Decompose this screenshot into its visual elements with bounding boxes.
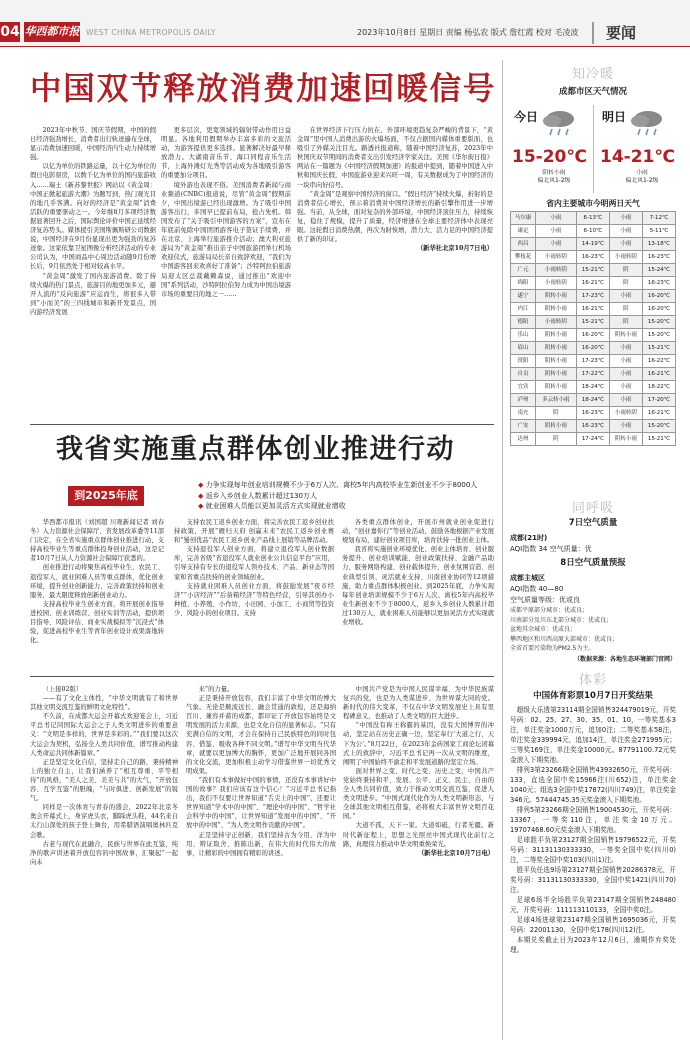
today-temp-range: 16-21℃ <box>576 303 609 316</box>
aq-region-line: 川南部分及川东北部分城市：优或良； <box>510 616 613 624</box>
article3-column-3 <box>343 685 494 858</box>
bullet-icon: ◆ <box>198 502 206 510</box>
today-temp-range: 17-24℃ <box>576 433 609 446</box>
lottery-result: 排列3第23266期全国销售43932650元，开奖号码：133，直选全国中奖15966注(川652)注，单注奖金1040元；组选3全国中奖17872(四川749)注，单注奖金346元。57444745.35元奖金滚入下期奖池。 <box>510 766 676 805</box>
today-weather: 小雨转阴 <box>536 277 577 290</box>
article-paragraph: 2023年中秋节、国庆节假期，中国的假日经济强劲增长，消费者出行轨迹遍布全球，显示消费加速回暖，中国经济内生动力持续增强。 <box>30 127 156 162</box>
tomorrow-weather: 小雨 <box>609 420 642 433</box>
today-temp-range: 17-23℃ <box>576 290 609 303</box>
tomorrow-weather: 小雨 <box>609 225 642 238</box>
deadline-badge: 到2025年底 <box>68 486 144 506</box>
today-weather: 阴转小雨 <box>536 342 577 355</box>
tomorrow-desc-line: 偏北风1-2级 <box>625 178 659 185</box>
highlight-item <box>198 501 488 512</box>
aq-forecast-index: AQI指数 40—80 <box>510 585 564 593</box>
today-weather: 小雨 <box>536 238 577 251</box>
article1-column-3 <box>297 126 493 253</box>
paper-logo: 华西都市报 <box>24 22 80 42</box>
article3-column-1 <box>30 685 178 867</box>
tomorrow-weather: 阴 <box>609 277 642 290</box>
today-label: 今日 <box>514 110 539 125</box>
lottery-result: 超级大乐透第23114期全国销售324479019元，开奖号码：02、25、27、30、35、01、10，一等奖基本3注，单注奖金1000万元，追加0注；二等奖基本58注，单注奖金339994元，追加14注，单注奖金271995元；三等奖169注，单注奖金10000元。87791100.72元奖金滚入下期奖池。 <box>510 706 676 765</box>
lottery-result: 本期兑奖截止日为2023年12月6日，逾期作弃奖处理。 <box>510 936 676 955</box>
today-weather: 阴 <box>536 433 577 446</box>
article-paragraph: 不久前，在成都大运会开幕式欢迎宴会上，习近平总书记同国际大运会之子人类文明进步的重要意义：“文明是多样的，世界是多彩的。”“我们要以这次大运会为契机，弘扬全人类共同价值，谱写推动构建人类命运共同体新篇章。” <box>30 713 178 757</box>
today-temp-range: 17-23℃ <box>576 355 609 368</box>
lottery-result: 足球6场半全场胜平负第23147期全国销售248480元，开奖号码：111113110133，全国中奖0注。 <box>510 896 676 915</box>
lottery-title: 中国体育彩票10月7日开奖结果 <box>533 691 653 701</box>
city-name: 内江 <box>511 303 536 316</box>
article-source: （新华社北京10月7日电） <box>416 245 493 253</box>
city-name: 马尔康 <box>511 212 536 225</box>
bullet-icon: ◆ <box>198 491 206 500</box>
today-temp-range: 15-21℃ <box>576 264 609 277</box>
article-paragraph: 支持农民工返乡创业方面，将完善农民工返乡创业扶持政策，开展“雁归天府 创赢未来”农民工返乡创业赛和“蜀创优品”农民工返乡创业产品线上展销等品牌活动。 <box>174 519 334 545</box>
masthead-rule <box>0 46 690 47</box>
today-weather: 小雨转阴 <box>536 316 577 329</box>
rain-cloud-icon <box>540 107 580 140</box>
lottery-result: 胜平负任选9场第23127期全国销售20286378元，开奖号码：31131130333330，全国中奖1421(四川70)注。 <box>510 866 676 895</box>
today-weather: 小雨 <box>536 212 577 225</box>
aq-source: （数据来源：各地生态环境部门官网） <box>573 655 676 663</box>
air-quality-header: 同呼吸 <box>571 501 614 516</box>
tomorrow-temp-range: 18-22℃ <box>642 381 675 394</box>
tomorrow-weather: 小雨转阴 <box>609 407 642 420</box>
tomorrow-temp-range: 17-20℃ <box>642 394 675 407</box>
tomorrow-temp-range: 16-21℃ <box>642 407 675 420</box>
city-name: 乐山 <box>511 329 536 342</box>
section-label: 要闻 <box>592 22 690 44</box>
today-temp-range: 6-10℃ <box>576 225 609 238</box>
city-name: 广安 <box>511 420 536 433</box>
tomorrow-temp-range: 16-23℃ <box>642 277 675 290</box>
city-name: 资阳 <box>511 355 536 368</box>
article-paragraph: ——有了文化主体性，“中华文明就有了和世界其他文明交流互鉴的鲜明文化特性”。 <box>30 695 178 712</box>
today-temp-range: 18-24℃ <box>576 394 609 407</box>
city-row <box>511 329 676 342</box>
tomorrow-temp-range: 15-20℃ <box>642 329 675 342</box>
tomorrow-temp-range: 13-18℃ <box>642 238 675 251</box>
forecast-divider <box>593 105 594 193</box>
today-weather: 阴转小雨 <box>536 368 577 381</box>
lottery-result: 排列5第23266期全国销售19004530元，开奖号码：13367，一等奖110注，单注奖金10万元。19707468.60元奖金滚入下期奖池。 <box>510 806 676 835</box>
highlight-text: 就业困难人员能以更加灵活方式实现就业增收 <box>205 502 346 510</box>
today-weather: 阴转小雨 <box>536 329 577 342</box>
today-desc <box>524 169 584 185</box>
tomorrow-temp-range: 16-20℃ <box>642 303 675 316</box>
tomorrow-temp-range: 16-22℃ <box>642 355 675 368</box>
city-name: 绵阳 <box>511 277 536 290</box>
tomorrow-weather: 小雨 <box>609 238 642 251</box>
today-weather: 阴 <box>536 407 577 420</box>
aq-regions <box>510 606 676 654</box>
today-weather: 阴转小雨 <box>536 381 577 394</box>
lottery-result: 足球胜平负第23127期全国销售19796522元，开奖号码：31131130333330，一等奖全国中奖(四川0)注，二等奖全国中奖103(四川1)注。 <box>510 836 676 865</box>
city-row <box>511 225 676 238</box>
bullet-icon: ◆ <box>198 481 206 489</box>
city-name: 德阳 <box>511 316 536 329</box>
city-name: 眉山 <box>511 342 536 355</box>
article-paragraph: 以亿为单位的铁路运量，以十亿为单位的假日电影票房，以数千亿为单位的国内旅游收入……瑞士《新苏黎世报》网站以《黄金周：中国正掀起旅游大潮》为题写到，热门观光目的地几乎客满。向好的经济是“黄金周”消费活跃的重要驱动之一。今年继8月多项经济数据显著回升之后，国际舆论评价中国正延续经济复苏势头。媒体援引美国斯佩斯研公司数据说，中国经济在9月份显现出更为强劲的复苏迹象。这家依靠卫星图像分析经济活动的专业公司认为，中国商品中心周边活动随9月份增长后，9月依然处于相对较高水平。 <box>30 163 156 271</box>
today-temp-range: 16-20℃ <box>576 342 609 355</box>
divider-2 <box>30 676 494 677</box>
headline-2: 我省实施重点群体创业推进行动 <box>56 434 455 465</box>
tomorrow-temp-range: 15-24℃ <box>642 264 675 277</box>
today-temp-range: 16-20℃ <box>576 329 609 342</box>
city-name: 南充 <box>511 407 536 420</box>
aq-region-line: 全省首要污染物为PM2.5为主。 <box>510 645 595 652</box>
article1-column-1 <box>30 126 156 317</box>
article2-column-3 <box>342 518 494 627</box>
city-name: 自贡 <box>511 368 536 381</box>
article-source: （新华社北京10月7日电） <box>417 849 494 857</box>
today-weather: 阴转小雨 <box>536 303 577 316</box>
article-paragraph: 大道不孤，天下一家。大道如砥，行者无疆。新时代新征程上，思想之光照亮中国式现代化前行之路，真理伟力推动中华文明重焕荣光。 <box>343 822 494 848</box>
weather-forecast <box>510 101 676 199</box>
city-row <box>511 420 676 433</box>
city-row <box>511 355 676 368</box>
aq-region-line: 攀西地区和川西高原大部城市：优或良； <box>510 635 619 643</box>
article-paragraph: （上接02版） <box>42 686 83 693</box>
masthead-bar <box>0 0 690 46</box>
today-temp-range: 16-23℃ <box>576 407 609 420</box>
article-paragraph: 华西都市报讯（刘国超 川观新闻记者 刘春冬）入力资源社会保障厅、省发展改革委等11部门决定，在全省实施重点群体创业推进行动，支持高校毕业生等重点群体投身创业活动，这是记者10月7日从人力资源社会保障厅获悉的。 <box>30 519 164 563</box>
article-paragraph: 支持高校毕业生创业方面，将开展创业指导进校园、创业训练营、创业实训等活动，提供项目指导、风险评估、商业实战模拟等“沉浸式”体验，促进高校毕业生等青年创业设计成果落地转化。 <box>30 600 164 645</box>
highlight-item <box>198 480 488 491</box>
aq-index: AQI指数 34 空气质量：优 <box>510 545 592 553</box>
tomorrow-temp-range: 16-23℃ <box>642 251 675 264</box>
tomorrow-weather: 小雨 <box>609 368 642 381</box>
tomorrow-desc <box>612 169 672 185</box>
city-name: 遂宁 <box>511 290 536 303</box>
issue-info: 2023年10月8日 星期日 责编 杨弘农 版式 詹红霞 校对 毛凌波 <box>357 28 579 37</box>
city-row <box>511 238 676 251</box>
today-weather: 多云转小雨 <box>536 394 577 407</box>
lottery-result: 足球4场进球第23147期全国销售1695036元，开奖号码：22001130，全国中奖178(四川12)注。 <box>510 916 676 935</box>
highlight-text: 返乡入乡创业人数累计超过130万人 <box>205 491 317 500</box>
paper-subtitle: WEST CHINA METROPOLIS DAILY <box>86 28 216 37</box>
today-desc-line: 阴转小雨 <box>542 170 566 177</box>
tomorrow-weather: 小雨 <box>609 342 642 355</box>
article-paragraph: 中国共产党是为中国人民谋幸福、为中华民族谋复兴的党，也是为人类谋进步、为世界谋大同的党。新时代的伟大变革，不仅在中华文明发展史上具有里程碑意义，也推动了人类文明的巨大进步。 <box>343 686 494 721</box>
article-paragraph: 来”的力量。 <box>198 686 234 693</box>
city-row <box>511 251 676 264</box>
city-row <box>511 368 676 381</box>
highlights-list <box>198 480 488 512</box>
article2-column-1 <box>30 518 164 645</box>
aq-region-line: 成都平原部分城市：优或良； <box>510 607 589 614</box>
article-paragraph: “黄金周”激发了国内旅游消费。除了持续火爆的热门景点，旅游目的地更加多元，避开人流的“反向旅游”应运而生，将很多人带到“小而美”的三四线城市和新开发景点，国内游经济发展 <box>30 272 156 316</box>
article-paragraph: 各类重点群体创业，开展市州就业创业促进行动，“创业嘉你行”等创业活动，鼓励各地根据产业发展规划布局，建好创业项目库，培育扶持一批创业主体。 <box>342 519 494 545</box>
city-row <box>511 316 676 329</box>
tomorrow-temp-range: 5-11℃ <box>642 225 675 238</box>
article-paragraph: 在世界经济下行压力抗在、外部环境更趋复杂严峻的背景下，“黄金周”里中国人消费出游的火爆场面，不仅占据国内媒体重要版面，也吸引了外媒关注目光。路透社报道称，随着中国经济复苏，2023年中秋国庆双节期间的消费者支出引发经济学家关注。美国《华尔街日报》网站在一篇题为《中国经济假期加速》的报道中提到，随着中国进入中秋和国庆长假，中国旅游业迎来兴旺一周，有关数据成为了中国经济的一块串向好信号。 <box>297 127 493 189</box>
city-row <box>511 407 676 420</box>
city-row <box>511 277 676 290</box>
tomorrow-weather: 阴 <box>609 316 642 329</box>
today-temp-range: 14-19℃ <box>576 238 609 251</box>
city-row <box>511 303 676 316</box>
today-weather: 阴转小雨 <box>536 355 577 368</box>
aq-area: 成都主城区 <box>510 574 545 582</box>
article-paragraph: 同样是一次体育与青春的盛会，2022年北京冬奥会开幕式上，身穿虎头衣，脚踩虎头鞋，44名来自太行山深处的孩子登上舞台，用希腊语演唱奥林匹克会歌。 <box>30 804 178 839</box>
today-temp-range: 16-23℃ <box>576 251 609 264</box>
article-paragraph: 支持就业困难人员创业方面，将鼓励发展“夜市经济”“小店经济”“后备箱经济”等特色经营，引导其创办小种植、小养殖、小作坊、小田园、小加工、小商贸等投资少、风险小的创业项目。支持 <box>174 582 334 617</box>
tomorrow-desc-line: 小雨 <box>636 170 648 177</box>
article-paragraph: 正是坚持守正创新，我们坚持古为今用、洋为中用、辩证取舍、推陈出新，在伟大的时代伟大的故事，让精彩的中国拥有精彩的讲述。 <box>186 831 336 857</box>
highlight-item <box>198 491 488 502</box>
tomorrow-temp-range: 15-21℃ <box>642 433 675 446</box>
article-paragraph: “中国没有称王称霸的基因，没有大国博弈的冲动，坚定站在历史正确一边，坚定奉行‘大道之行，天下为公’。”8月22日，在2023年金砖国家工商论坛闭幕式上的致辞中，习近平总书记再一次从文明的维度，阐明了中国始终不渝走和平发展道路的坚定立场。 <box>343 722 494 766</box>
aq-city: 成都(21时) <box>510 534 548 542</box>
today-temp-range: 17-22℃ <box>576 368 609 381</box>
tomorrow-weather: 小雨 <box>609 381 642 394</box>
city-row <box>511 212 676 225</box>
city-weather-table <box>510 211 676 446</box>
lottery-box <box>510 672 676 955</box>
article1-column-2 <box>161 126 291 299</box>
today-weather: 阴转小雨 <box>536 420 577 433</box>
city-name: 广元 <box>511 264 536 277</box>
today-temp-range: 16-21℃ <box>576 277 609 290</box>
article-paragraph: 境外游也表现不俗。美国消费者新闻与商业频道(CNBC)报道说，尽管“黄金周”假期前夕，中国出境游已经出现激增。为了吸引中国游客出行，多国早已提前布局，抢占先机。韩国发布了“关于吸引中国游客的方案”，宣布在年底前免除中国团团游客电子签证手续费，并在北京、上海举行旅游推介活动；澳大利亚旅游局为“黄金周”推出亲子中国旅游团举行机场欢迎仪式，旅游局局长亲自致辞欢迎，“我们为中国游客回来欢喜好了准备”；沙特阿拉伯旅游局迎太区总裁戴赖森说，通过推出“欢迎中国”系列活动，沙特阿拉伯努力成为中国出境游市场的重要目的地之一…… <box>161 181 291 298</box>
today-weather: 小雨 <box>536 225 577 238</box>
today-weather: 小雨转阴 <box>536 251 577 264</box>
divider-1 <box>30 424 494 425</box>
aq-level: 空气质量等级：优或良 <box>510 596 580 604</box>
today-temp-range: 18-24℃ <box>576 381 609 394</box>
article-paragraph: 支持退役军人创业方面，将建立退役军人创业数据库，完善省级“省退役军人就业创业公共信息平台”应用，引导支持有专长的退役军人领办技术、产品、新业态等国家和省重点扶持的创业领域创业。 <box>174 546 334 581</box>
tomorrow-temp-range: 15-20℃ <box>642 316 675 329</box>
city-name: 达州 <box>511 433 536 446</box>
article-paragraph: 面对世界之变、时代之变、历史之变，中国共产党始终秉持和平、发展、公平、正义、民主、自由的全人类共同价值，致力于推动文明交流互鉴，促进人类文明进步。“中国式现代化作为人类文明新形态，与全球其他文明相互借鉴，必将极大丰富世界文明百花园。” <box>343 767 494 821</box>
tomorrow-temp-range: 15-21℃ <box>642 342 675 355</box>
tomorrow-temp-range: 16-20℃ <box>642 290 675 303</box>
city-name: 泸州 <box>511 394 536 407</box>
aq-forecast-title: 8日空气质量预报 <box>560 558 626 568</box>
tomorrow-label: 明日 <box>602 110 627 125</box>
tomorrow-weather: 阴转小雨 <box>609 329 642 342</box>
air-quality-box <box>510 500 676 665</box>
today-temp-range: 15-21℃ <box>576 316 609 329</box>
sidebar-separator <box>502 60 503 1040</box>
city-row <box>511 264 676 277</box>
today-temp-range: 16-23℃ <box>576 420 609 433</box>
article-paragraph: 我省将实施创业环境优化、创业主体培育、创业服务提升、创业培训赋能、创业政策扶持、金融产品助力、服务网络构建、创业载体提升、创业氛围营造、创业典型引领、灵活就业支持、川南创业协同等12项措施，助力重点群体积极创业。到2025年底，力争实现每年创业培训规模不少于6万人次、离校5年内高校毕业生新创业不少于8000人，返乡入乡创业人数累计超过130万人，就业困难人员能够以更加灵活方式实现就业增收。 <box>342 546 494 627</box>
today-weather: 阴转小雨 <box>536 290 577 303</box>
rain-cloud-icon <box>628 107 668 140</box>
city-table-title: 省内主要城市今明两日天气 <box>546 199 640 209</box>
headline-1: 中国双节释放消费加速回暖信号 <box>30 71 497 107</box>
tomorrow-weather: 小雨 <box>609 212 642 225</box>
article-paragraph: 古老与现代在此融合，民族与世界在此互鉴，纯净的歌声讲述着开放包容的中国故事，汇聚起“一起向未 <box>30 840 178 866</box>
today-desc-line: 偏北风1-2级 <box>537 178 571 185</box>
tomorrow-temp-range: 15-20℃ <box>642 420 675 433</box>
highlight-text: 力争实现每年创业培训规模不少于6万人次、离校5年内高校毕业生新创业不少于8000人 <box>205 481 478 489</box>
tomorrow-weather: 阴转小雨 <box>609 433 642 446</box>
city-row <box>511 342 676 355</box>
tomorrow-temp: 14-21℃ <box>600 147 675 168</box>
today-weather: 小雨转阴 <box>536 264 577 277</box>
article3-column-2 <box>186 685 336 858</box>
weather-header: 知冷暖 <box>571 67 614 82</box>
city-name: 攀枝花 <box>511 251 536 264</box>
city-name: 宜宾 <box>511 381 536 394</box>
weather-box <box>510 66 676 446</box>
city-row <box>511 394 676 407</box>
article-paragraph: 正是秉持开放包容，我们丰富了中华文明的博大气象。无论是顺流远长、融会贯通的敦煌，还是海纳百川、兼容并蓄的成都，都印证了开放包容始终是文明发展的活力来源，也是文化自信的显著标志。“只有充满自信的文明，才会在保持自己民族特色的同时包容、借鉴、吸收各种不同文明。”谱写中华文明当代华章，就要以更加博大的胸怀，更加广泛地开展同各国的文化交流，更加积极主动学习借鉴世界一切优秀文明成果。 <box>186 695 336 775</box>
weather-title: 成都市区天气情况 <box>558 87 627 97</box>
tomorrow-temp-range: 16-21℃ <box>642 368 675 381</box>
lottery-results <box>510 705 676 955</box>
article-paragraph: “我们有本事做好中国的事情，还没有本事讲好中国的故事？我们应该有这个信心！”习近平总书记指出，我们不仅要让世界知道“舌尖上的中国”，还要让世界知道“学术中的中国”、“理论中的中国”、“哲学社会科学中的中国”，让世界知道“发展中的中国”、“开放中的中国”、“为人类文明作贡献的中国”。 <box>186 776 336 830</box>
aq-region-line: 盆地其余城市：优或良； <box>510 626 577 633</box>
tomorrow-temp-range: 7-12℃ <box>642 212 675 225</box>
article-paragraph: “黄金周”是观察中国经济的窗口。“假日经济”持续火爆，折射的是消费者信心增长，预示着消费对中国经济增长的新引擎作用进一步增强。当前，从全球，面对复杂的外部环境，中国经济顶住压力，持续恢复，稳住了规模，提升了质量，经济增速在全球主要经济体中表现亮眼。这轮假日消费热潮，再次为財恢增，潜力大、活力足的中国经济提供了新的印证。 <box>297 190 493 244</box>
tomorrow-weather: 小雨转阴 <box>609 251 642 264</box>
today-temp: 15-20℃ <box>512 147 587 168</box>
article-paragraph: 更多层次，更宽领域的辐射带动作用日益明显。各地利用假期举办丰富多彩的文旅活动，为游客提供更多选择。显著解决好最早释放潜力。大湖南音乐节、海口同程音乐生活节，上海外滩灯光秀等活动成为各地吸引游客的重要加分项目。 <box>161 127 291 180</box>
city-name: 西昌 <box>511 238 536 251</box>
tomorrow-weather: 小雨 <box>609 355 642 368</box>
lottery-header: 体彩 <box>578 673 607 688</box>
article-paragraph: 创业推进行动将聚焦高校毕业生、农民工、退役军人、就业困难人员等重点群体，优化创业环境，提升创业创新能力，完善政策扶持和创业服务，最大限度释放创新创业动力。 <box>30 564 164 599</box>
article-paragraph: 正是坚定文化自信，坚持走自己的路，秉持精神上的独立自主，让我们涵养了“相互尊重、平等相待”的风格，“美人之美、美美与共”的大气，“开放包容、互学互鉴”的胆魄，“与时俱进、创新发展”的锐气。 <box>30 758 178 803</box>
tomorrow-weather: 小雨 <box>609 394 642 407</box>
tomorrow-weather: 阴 <box>609 303 642 316</box>
tomorrow-weather: 阴 <box>609 264 642 277</box>
city-name: 康定 <box>511 225 536 238</box>
today-temp-range: 6-13℃ <box>576 212 609 225</box>
tomorrow-weather: 小雨 <box>609 290 642 303</box>
city-row <box>511 433 676 446</box>
article2-column-2 <box>174 518 334 618</box>
air-quality-title: 7日空气质量 <box>568 518 618 528</box>
page-number: 04 <box>0 24 20 40</box>
city-row <box>511 381 676 394</box>
city-row <box>511 290 676 303</box>
